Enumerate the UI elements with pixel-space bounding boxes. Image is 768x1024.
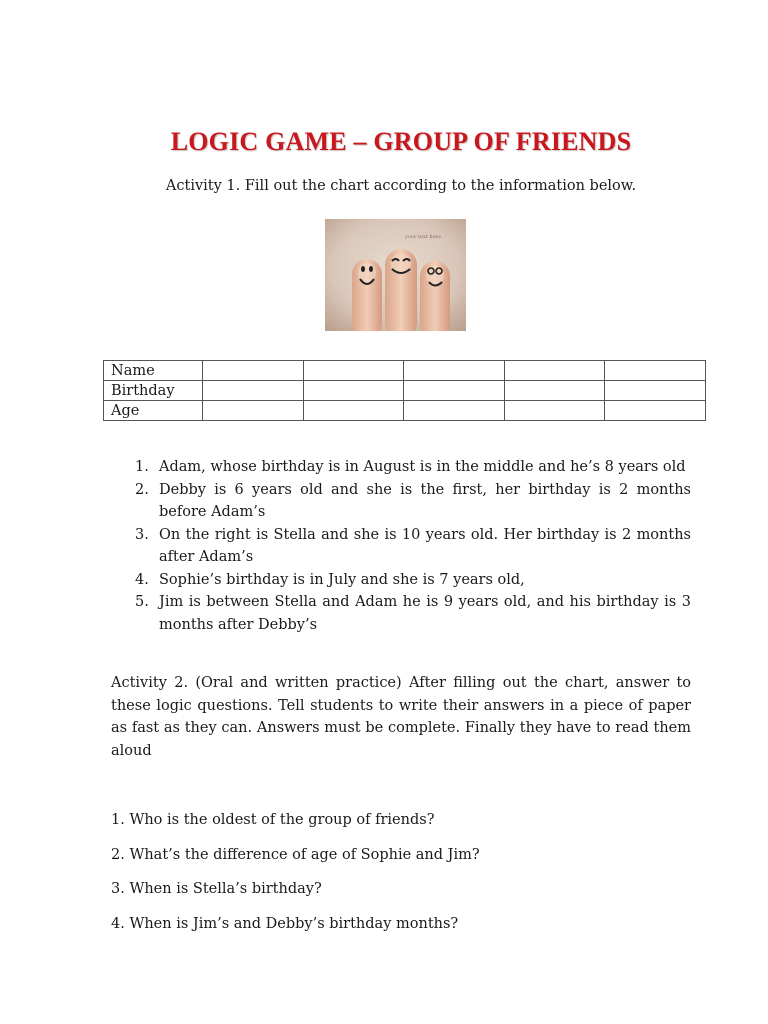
clue-number: 1.	[135, 459, 149, 475]
clue-number: 3.	[135, 526, 149, 543]
chart-cell[interactable]	[605, 361, 706, 381]
clue-text: Jim is between Stella and Adam he is 9 years old, and his birthday is 3 months after Debby’s	[159, 594, 691, 633]
chart-cell[interactable]	[303, 361, 404, 381]
chart-cell[interactable]	[404, 401, 505, 421]
clue-text: Debby is 6 years old and she is the first, her birthday is 2 months before Adam’s	[159, 481, 691, 520]
chart-cell[interactable]	[605, 401, 706, 421]
chart-cell[interactable]	[303, 401, 404, 421]
clue-item	[135, 479, 691, 524]
question-item: 2. What’s the difference of age of Sophie and Jim?	[111, 847, 480, 863]
activity-2-instructions: Activity 2. (Oral and written practice) After filling out the chart, answer to these logic questions. Tell students to write their answers in a piece of paper as fast as they can. Answers must be complete. Finally they have to read them aloud	[111, 675, 691, 760]
clue-text: Adam, whose birthday is in August is in the middle and he’s 8 years old	[159, 459, 686, 475]
activity-1-instructions: Activity 1. Fill out the chart according to the information below.	[165, 178, 637, 194]
friends-chart	[103, 360, 706, 421]
question-item: 1. Who is the oldest of the group of friends?	[111, 812, 435, 828]
clue-list	[111, 456, 691, 636]
chart-row-age	[104, 401, 706, 421]
clue-number: 4.	[135, 571, 149, 588]
clue-text: Sophie’s birthday is in July and she is 7 years old,	[159, 571, 525, 588]
clue-item	[135, 456, 691, 479]
question-item: 4. When is Jim’s and Debby’s birthday months?	[111, 916, 459, 932]
image-caption: your text here	[405, 234, 441, 240]
chart-row-label: Age	[104, 401, 203, 421]
chart-row-name	[104, 361, 706, 381]
clue-item	[135, 569, 691, 592]
chart-cell[interactable]	[504, 361, 605, 381]
clue-number: 2.	[135, 481, 149, 498]
chart-cell[interactable]	[203, 361, 304, 381]
chart-cell[interactable]	[303, 381, 404, 401]
chart-row-label: Birthday	[104, 381, 203, 401]
chart-row-label: Name	[104, 361, 203, 381]
chart-cell[interactable]	[404, 361, 505, 381]
chart-cell[interactable]	[605, 381, 706, 401]
question-item: 3. When is Stella’s birthday?	[111, 881, 322, 897]
clue-item	[135, 591, 691, 636]
clue-number: 5.	[135, 594, 149, 610]
chart-cell[interactable]	[504, 401, 605, 421]
chart-cell[interactable]	[404, 381, 505, 401]
chart-row-birthday	[104, 381, 706, 401]
friends-fingers-image	[325, 219, 466, 331]
chart-cell[interactable]	[504, 381, 605, 401]
page-title: LOGIC GAME – GROUP OF FRIENDS	[170, 127, 632, 156]
chart-cell[interactable]	[203, 381, 304, 401]
clue-item	[135, 524, 691, 569]
chart-cell[interactable]	[203, 401, 304, 421]
clue-text: On the right is Stella and she is 10 years old. Her birthday is 2 months after Adam’s	[159, 526, 691, 565]
